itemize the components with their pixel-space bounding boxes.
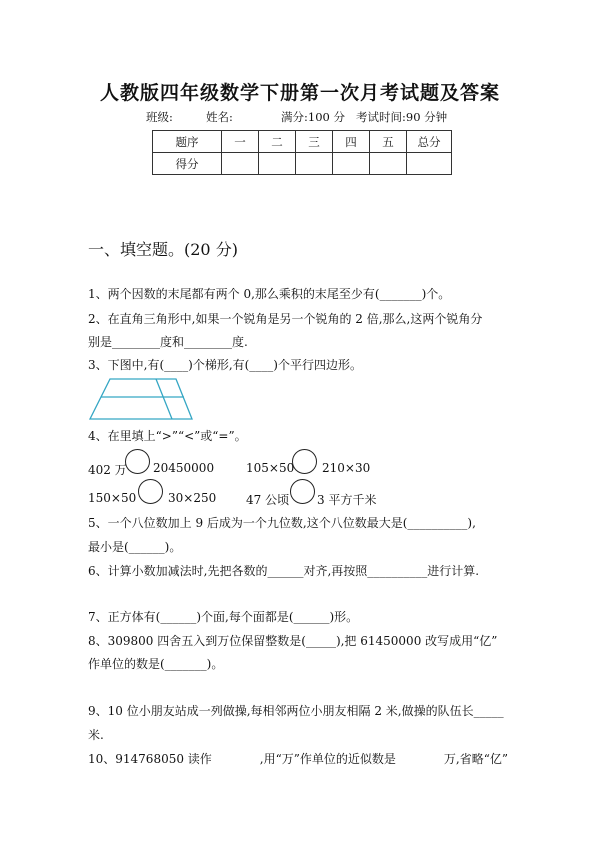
q4-item-b-left: 105×50 (246, 461, 295, 475)
question-3: 3、下图中,有(____)个梯形,有(____)个平行四边形。 (88, 358, 362, 372)
compare-circle[interactable] (292, 449, 317, 474)
score-table-header-cell: 五 (370, 131, 407, 153)
score-table-header-cell: 一 (222, 131, 259, 153)
compare-circle[interactable] (138, 479, 163, 504)
trapezoid-figure (88, 377, 198, 423)
score-table-header-cell: 总分 (407, 131, 452, 153)
question-2: 2、在直角三角形中,如果一个锐角是另一个锐角的 2 倍,那么,这两个锐角分 (88, 312, 483, 326)
question-2-continued: 别是________度和________度. (88, 335, 248, 349)
score-table-header-cell: 三 (296, 131, 333, 153)
score-cell[interactable] (259, 153, 296, 175)
question-5: 5、一个八位数加上 9 后成为一个九位数,这个八位数最大是(__________), (88, 516, 476, 530)
q4-item-a-right: 20450000 (153, 461, 215, 475)
question-10: 10、914768050 读作 ,用“万”作单位的近似数是 万,省略“亿” (88, 752, 508, 766)
full-score-label: 满分:100 分 (281, 110, 345, 124)
question-8-continued: 作单位的数是(_______)。 (88, 657, 224, 671)
slanted-divider (156, 379, 172, 419)
question-8: 8、309800 四舍五入到万位保留整数是(_____),把 61450000 改写成用“亿” (88, 634, 498, 648)
question-1: 1、两个因数的末尾都有两个 0,那么乘积的末尾至少有(_______)个。 (88, 287, 451, 301)
name-label: 姓名: (206, 110, 233, 124)
score-table-header-row (153, 131, 452, 153)
q4-item-c-right: 30×250 (168, 491, 217, 505)
score-cell[interactable] (407, 153, 452, 175)
score-table-header-cell: 二 (259, 131, 296, 153)
q4-item-d-right: 3 平方千米 (317, 493, 377, 507)
page-title: 人教版四年级数学下册第一次月考试题及答案 (99, 82, 500, 104)
score-row-label: 得分 (153, 153, 222, 175)
question-9-continued: 米. (88, 728, 104, 742)
q4-item-b-right: 210×30 (322, 461, 371, 475)
score-cell[interactable] (296, 153, 333, 175)
question-4: 4、在里填上“>”“<”或“=”。 (88, 429, 247, 443)
score-table-header-cell: 四 (333, 131, 370, 153)
question-5-continued: 最小是(______)。 (88, 540, 182, 554)
outer-trapezoid (90, 379, 192, 419)
exam-time-label: 考试时间:90 分钟 (356, 110, 448, 124)
score-table-score-row (153, 153, 452, 175)
class-label: 班级: (146, 110, 173, 124)
compare-circle[interactable] (290, 479, 315, 504)
q4-item-c-left: 150×50 (88, 491, 137, 505)
question-6: 6、计算小数加减法时,先把各数的______对齐,再按照__________进行计算. (88, 564, 480, 578)
score-cell[interactable] (333, 153, 370, 175)
question-9: 9、10 位小朋友站成一列做操,每相邻两位小朋友相隔 2 米,做操的队伍长_____ (88, 704, 504, 718)
score-cell[interactable] (370, 153, 407, 175)
compare-circle[interactable] (125, 449, 150, 474)
score-cell[interactable] (222, 153, 259, 175)
q4-item-d-left: 47 公顷 (246, 493, 290, 507)
q4-item-a-left: 402 万 (88, 463, 127, 477)
question-7: 7、正方体有(______)个面,每个面都是(______)形。 (88, 610, 359, 624)
section-heading: 一、填空题。(20 分) (88, 240, 238, 259)
score-table (152, 130, 452, 175)
score-table-header-cell: 题序 (153, 131, 222, 153)
